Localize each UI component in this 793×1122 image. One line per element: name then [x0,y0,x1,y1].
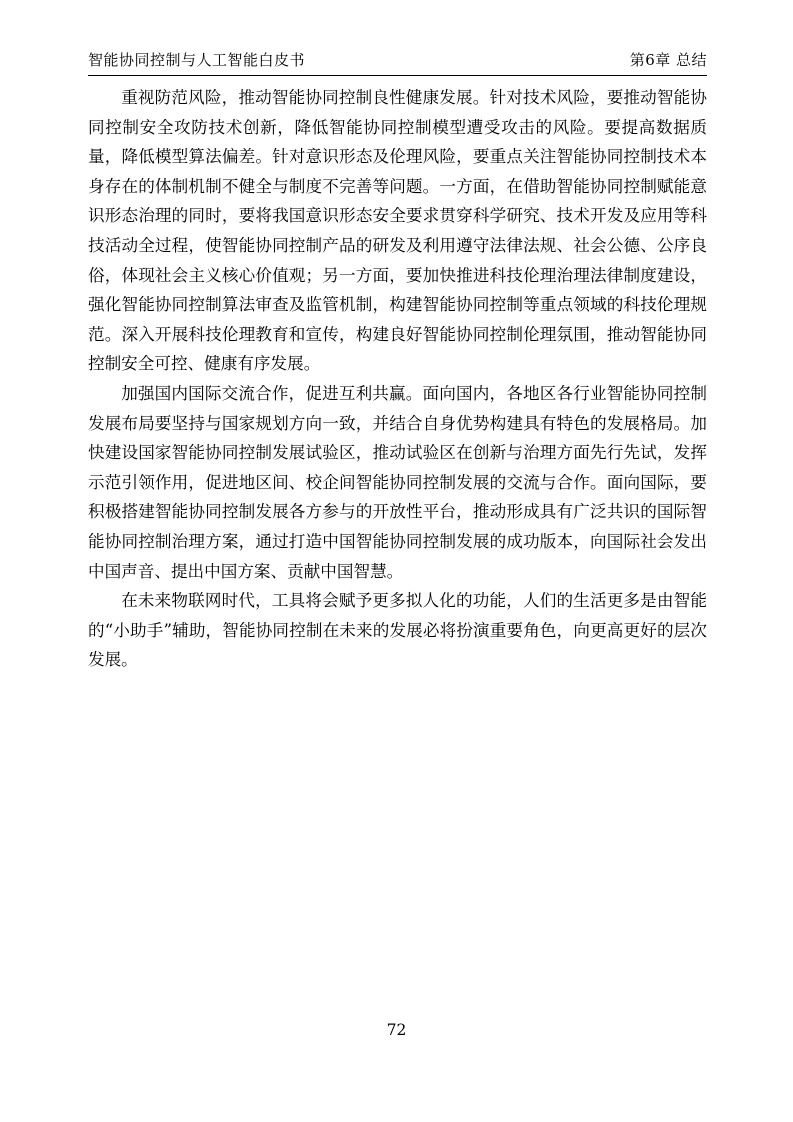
page-footer [0,1019,793,1041]
header-chapter-title: 第6章 总结 [629,51,707,69]
body-paragraph-2: 加强国内国际交流合作，促进互利共赢。面向国内，各地区各行业智能协同控制发展布局要坚持与国家规划方向一致，并结合自身优势构建具有特色的发展格局。加快建设国家智能协同控制发展试验区，推动试验区在创新与治理方面先行先试，发挥示范引领作用，促进地区间、校企间智能协同控制发展的交流与合作。面向国际，要积极搭建智能协同控制发展各方参与的开放性平台，推动形成具有广泛共识的国际智能协同控制治理方案，通过打造中国智能协同控制发展的成功版本，向国际社会发出中国声音、提出中国方案、贡献中国智慧。 [88,383,707,581]
header-book-title: 智能协同控制与人工智能白皮书 [88,51,306,69]
body-paragraph-3: 在未来物联网时代，工具将会赋予更多拟人化的功能，人们的生活更多是由智能的“小助手”辅助，智能协同控制在未来的发展必将扮演重要角色，向更高更好的层次发展。 [88,591,707,670]
document-body [88,83,707,675]
body-paragraph-1: 重视防范风险，推动智能协同控制良性健康发展。针对技术风险，要推动智能协同控制安全攻防技术创新，降低智能协同控制模型遭受攻击的风险。要提高数据质量，降低模型算法偏差。针对意识形态及伦理风险，要重点关注智能协同控制技术本身存在的体制机制不健全与制度不完善等问题。一方面，在借助智能协同控制赋能意识形态治理的同时，要将我国意识形态安全要求贯穿科学研究、技术开发及应用等科技活动全过程，使智能协同控制产品的研发及利用遵守法律法规、社会公德、公序良俗，体现社会主义核心价值观；另一方面，要加快推进科技伦理治理法律制度建设，强化智能协同控制算法审查及监管机制，构建智能协同控制等重点领域的科技伦理规范。深入开展科技伦理教育和宣传，构建良好智能协同控制伦理氛围，推动智能协同控制安全可控、健康有序发展。 [88,88,707,374]
page-number: 72 [386,1021,407,1039]
page-header [88,50,707,76]
